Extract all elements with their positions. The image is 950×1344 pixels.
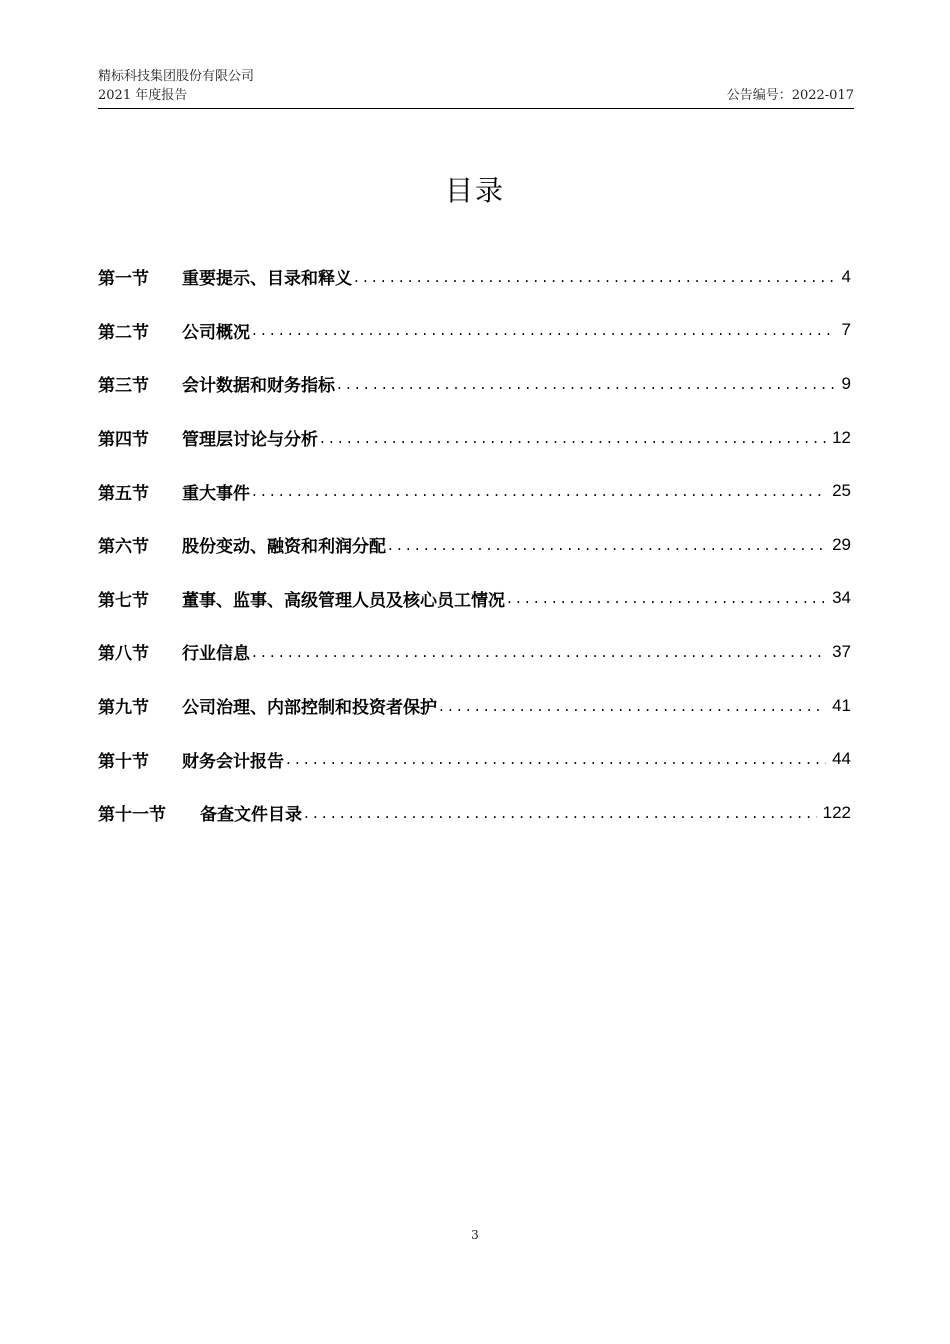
toc-entry[interactable] xyxy=(98,411,851,465)
toc-section-label: 第二节 xyxy=(98,322,149,343)
toc-section-label: 第九节 xyxy=(98,698,149,719)
toc-section-title: 股份变动、融资和利润分配 xyxy=(182,537,386,558)
toc-section-title: 财务会计报告 xyxy=(182,751,284,772)
toc-entry[interactable] xyxy=(98,464,851,518)
toc-page-number: 29 xyxy=(832,534,851,554)
toc-page-number: 44 xyxy=(832,749,851,769)
report-title: 2021 年度报告 xyxy=(98,88,188,103)
toc-section-label: 第四节 xyxy=(98,430,149,451)
toc-section-label: 第一节 xyxy=(98,269,149,290)
page-title: 目录 xyxy=(444,173,505,207)
toc-section-title: 会计数据和财务指标 xyxy=(182,376,335,397)
toc-section-title: 行业信息 xyxy=(182,644,250,665)
toc-page-number: 4 xyxy=(841,266,851,286)
table-of-contents xyxy=(98,250,851,840)
toc-page-number: 122 xyxy=(822,802,851,822)
dot-leader xyxy=(304,804,817,822)
dot-leader xyxy=(337,375,836,393)
dot-leader xyxy=(439,697,826,715)
toc-page-number: 25 xyxy=(832,481,851,501)
company-name: 精标科技集团股份有限公司 xyxy=(98,69,255,84)
toc-entry[interactable] xyxy=(98,572,851,626)
toc-page-number: 9 xyxy=(841,373,851,393)
page-number: 3 xyxy=(471,1228,479,1242)
toc-section-label: 第十一节 xyxy=(98,805,166,826)
toc-section-label: 第八节 xyxy=(98,644,149,665)
toc-section-title: 公司治理、内部控制和投资者保护 xyxy=(182,698,437,719)
dot-leader xyxy=(320,429,826,447)
toc-section-title: 董事、监事、高级管理人员及核心员工情况 xyxy=(182,590,505,611)
toc-entry[interactable] xyxy=(98,304,851,358)
toc-page-number: 7 xyxy=(841,320,851,340)
toc-entry[interactable] xyxy=(98,786,851,840)
dot-leader xyxy=(388,536,826,554)
toc-entry[interactable] xyxy=(98,250,851,304)
toc-entry[interactable] xyxy=(98,357,851,411)
dot-leader xyxy=(252,321,836,339)
toc-page-number: 12 xyxy=(832,427,851,447)
toc-section-label: 第三节 xyxy=(98,376,149,397)
toc-entry[interactable] xyxy=(98,518,851,572)
dot-leader xyxy=(354,268,836,286)
dot-leader xyxy=(252,482,826,500)
toc-section-title: 重大事件 xyxy=(182,483,250,504)
toc-section-label: 第七节 xyxy=(98,590,149,611)
toc-section-label: 第六节 xyxy=(98,537,149,558)
toc-section-title: 备查文件目录 xyxy=(200,805,302,826)
notice-number: 公告编号：2022-017 xyxy=(726,88,854,103)
toc-page-number: 34 xyxy=(832,588,851,608)
toc-entry[interactable] xyxy=(98,625,851,679)
toc-section-title: 重要提示、目录和释义 xyxy=(182,269,352,290)
page-header xyxy=(98,66,854,109)
toc-page-number: 41 xyxy=(832,695,851,715)
dot-leader xyxy=(286,750,826,768)
toc-section-title: 管理层讨论与分析 xyxy=(182,430,318,451)
dot-leader xyxy=(252,643,826,661)
toc-section-label: 第五节 xyxy=(98,483,149,504)
toc-entry[interactable] xyxy=(98,679,851,733)
toc-section-title: 公司概况 xyxy=(182,322,250,343)
toc-page-number: 37 xyxy=(832,641,851,661)
toc-entry[interactable] xyxy=(98,732,851,786)
dot-leader xyxy=(507,589,826,607)
toc-section-label: 第十节 xyxy=(98,751,149,772)
